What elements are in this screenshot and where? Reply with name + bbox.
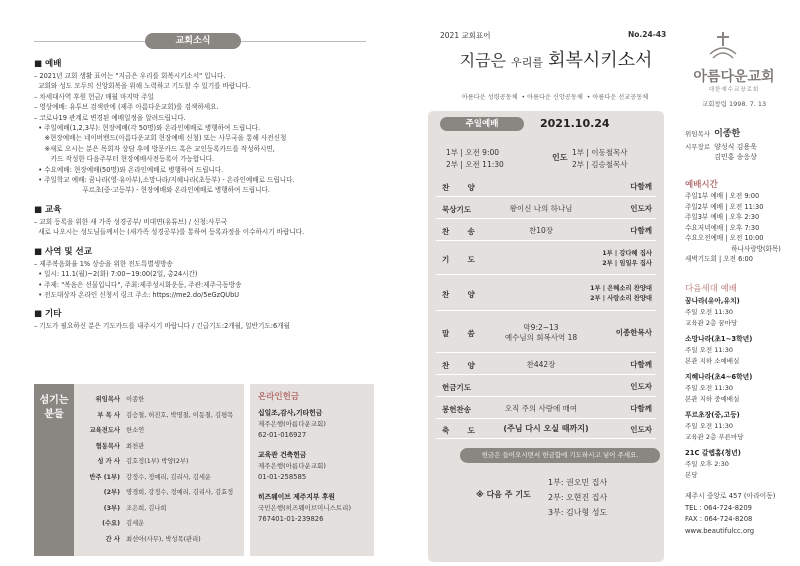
service-leads — [572, 147, 628, 171]
news-sections — [34, 57, 374, 332]
pastor-name: 이종한 — [714, 129, 741, 139]
worship-item: 주일1부 예배 | 오전 9:00 — [685, 192, 760, 200]
section-line: • 수요예배: 현장예배(50명)와 온라인예배로 병행하여 드립니다. — [34, 165, 224, 174]
section-line: • 주일예배(1,2,3부): 현장예배(각 50명)와 온라인예배로 병행하여 드립니다. — [34, 124, 261, 133]
servant-role: 간 사 — [105, 535, 120, 543]
contact — [685, 491, 775, 537]
worship-item: 수요저녁예배 | 오후 7:30 — [685, 223, 760, 232]
servant-role: 교육전도사 — [89, 427, 120, 434]
servants-list — [80, 392, 240, 547]
order-row — [436, 177, 656, 197]
order-leader: 다함께 — [630, 360, 652, 369]
section-title: ■ 예배 — [34, 59, 62, 69]
servant-role: 성 가 사 — [97, 458, 120, 465]
order-row — [436, 199, 656, 219]
servant-role: 위임목사 — [95, 396, 120, 403]
section-line: • 주일학교 예배: 꿈나라(영·유아부),소망나라/지혜나라(초등부) - 온라인예배로 드립니다. — [34, 176, 295, 185]
order-content: 오직 주의 사랑에 매여 — [504, 404, 578, 413]
next-gen-detail: 주일 오전 11:30 — [685, 384, 733, 392]
next-label: ※ 다음 주 기도 — [476, 490, 531, 499]
section-line: 카드 작성한 다음주부터 현장예배사전등록이 가능합니다. — [34, 155, 215, 164]
order-content: 막9:2~13 예수님의 회복사역 18 — [504, 323, 578, 342]
order-label: 묵상기도 — [442, 205, 471, 214]
online-item-title: 교육관 건축헌금 — [258, 451, 307, 459]
communities: 아름다운 성령공동체 • 아름다운 신앙공동체 • 아름다운 선교공동체 — [461, 94, 649, 101]
order-row — [436, 377, 656, 397]
servant-row — [80, 454, 240, 470]
order-row — [436, 355, 656, 375]
order-leader: 1부 | 은혜소리 찬양대 2부 | 사랑소리 찬양대 — [590, 285, 652, 302]
servant-names: 김승철, 허진호, 박명철, 이동철, 김평목 — [126, 411, 234, 419]
servant-row — [80, 408, 240, 424]
servant-names: 한소연 — [126, 427, 145, 434]
section-line: – 교회 등록을 위한 새 가족 성경공부/ 비대면(유튜브) / 신청:사무국 — [34, 217, 228, 226]
pastor-label: 위임목사 — [685, 130, 711, 138]
servant-names: 명경희, 강정수, 정예리, 김리사, 김효정 — [126, 489, 234, 496]
order-leader: 인도자 — [630, 204, 652, 213]
next-gen-detail: 주일 오전 11:30 — [685, 308, 733, 316]
next-gen-detail: 주일 오전 11:30 — [685, 346, 733, 354]
servants-heading-2: 분들 — [44, 409, 64, 420]
worship-item: 주일3부 예배 | 오후 2:30 — [685, 213, 760, 221]
next-3: 3부: 김나형 성도 — [548, 508, 608, 517]
online-title: 온라인헌금 — [258, 392, 300, 402]
next-gen-name: 꿈나라(유아,유치) — [685, 297, 740, 305]
servant-role: 협동목사 — [95, 442, 120, 450]
next-gen-gap — [685, 480, 795, 486]
servant-names: 김세운 — [126, 520, 145, 527]
address: 제주시 중앙로 457 (아라이동) — [685, 492, 776, 500]
service-times — [446, 147, 504, 171]
order-label: 찬 양 — [442, 361, 475, 370]
bulletin-panel — [428, 111, 664, 562]
section-line: 푸르초(중·고등부) - 현장예배와 온라인예배로 병행하여 드립니다. — [34, 186, 271, 195]
servant-row — [80, 423, 240, 439]
servant-row — [80, 501, 240, 517]
elders-1: 양성식 김용욱 — [714, 143, 757, 151]
worship-item: 수요오전예배 | 오전 10:00 — [685, 234, 764, 242]
servant-role: (수요) — [102, 520, 120, 527]
next-gen-name: 21C 갈렙홈(청년) — [685, 449, 741, 457]
lead-2: 2부 | 김승철목사 — [572, 160, 628, 169]
next-gen-name: 지혜나라(초4~6학년) — [685, 373, 753, 381]
order-row — [436, 399, 656, 419]
order-row — [436, 277, 656, 311]
online-list — [258, 408, 372, 534]
order-content: 찬10장 — [528, 226, 554, 235]
section-line: – 2021년 교회 생활 표어는 "지금은 우리를 회복시키소서" 입니다. — [34, 72, 226, 80]
founded: 교회창립 1998. 7. 13 — [701, 100, 767, 108]
lead-1: 1부 | 이동철목사 — [572, 148, 628, 157]
servant-role: 반주 (1부) — [89, 473, 120, 481]
issue-number: No.24-43 — [628, 30, 667, 39]
online-item-title: 십일조,감사,기타헌금 — [258, 409, 323, 417]
section-line: ※현장예배는 네이버밴드(아름다운교회 현장예배 신청) 또는 사무국을 통해 사전신청 — [34, 134, 287, 143]
online-item-number: 01-01-258585 — [258, 473, 307, 481]
section-line: • 일시: 11.1(월)~2(화) 7:00~19:00(2일, 총24시간) — [34, 270, 198, 279]
worship-list — [685, 191, 795, 265]
motto-b: 우리를 — [511, 56, 543, 69]
service-date: 2021.10.24 — [540, 117, 610, 130]
servant-row — [80, 485, 240, 501]
church-logo-sub: 대한예수교장로회 — [708, 87, 760, 93]
section-line: • 전도대상자 온라인 신청서 링크 주소: https://me2.do/5eGzQUbU — [34, 290, 240, 299]
section-line: – 코로나19 관계로 변경된 예배일정을 알려드립니다. — [34, 113, 186, 122]
lead-label: 인도 — [552, 153, 568, 162]
order-content: 왕이신 나의 하나님 — [509, 204, 573, 213]
servant-row — [80, 532, 240, 548]
offering-note: 헌금은 들어오시면서 헌금함에 기도하시고 넣어 주세요. — [460, 448, 660, 463]
order-label: 봉헌찬송 — [442, 405, 471, 414]
section-line: ※새로 오시는 분은 목회자 상담 후에 방문카드 혹은 교인등록카드를 작성하시면, — [34, 144, 275, 153]
servant-role: (2부) — [103, 489, 120, 496]
order-label: 찬 양 — [442, 290, 475, 299]
online-item-bank: 제주은행(아름다운교회) — [258, 462, 326, 470]
section-title: ■ 기타 — [34, 309, 62, 320]
service-label: 주일예배 — [440, 117, 524, 131]
fax: FAX : 064-724-8208 — [685, 515, 753, 523]
time-2: 2부 | 오전 11:30 — [446, 160, 504, 169]
church-logo: 아름다운교회 — [693, 69, 775, 85]
online-item-title: 히즈웨이브 제주지부 후원 — [258, 493, 335, 501]
servant-names: 강정수, 정예리, 김리사, 김세운 — [126, 473, 212, 481]
order-label: 기 도 — [442, 255, 475, 264]
next-gen-detail: 본당 — [685, 470, 698, 479]
order-label: 축 도 — [442, 426, 475, 435]
worship-title: 예배시간 — [685, 180, 718, 190]
section-line: 교회와 성도 모두의 신앙회복을 위해 노력하고 기도할 수 있기를 바랍니다. — [34, 82, 251, 91]
news-badge: 교회소식 — [145, 33, 241, 49]
online-item-bank: 제주은행(아름다운교회) — [258, 420, 326, 428]
section-title: ■ 교육 — [34, 204, 62, 215]
order-leader: 다함께 — [630, 404, 652, 413]
order-row — [436, 243, 656, 275]
order-label: 헌금기도 — [442, 383, 471, 392]
tel: TEL : 064-724-8209 — [685, 503, 752, 512]
servant-row — [80, 516, 240, 532]
next-gen-detail: 주일 오전 11:30 — [685, 422, 733, 430]
next-1: 1부: 권오민 집사 — [548, 478, 608, 487]
motto-c: 회복시키소서 — [548, 50, 653, 71]
motto — [440, 46, 672, 72]
servant-row — [80, 439, 240, 455]
order-label: 찬 송 — [442, 227, 475, 236]
online-panel — [250, 384, 374, 556]
worship-item: 새벽기도회 | 오전 6:00 — [685, 255, 753, 263]
elders-label: 시무장로 — [685, 143, 711, 151]
next-gen-name: 푸르초장(중,고등) — [685, 411, 740, 419]
servant-role: 부 목 사 — [97, 411, 120, 419]
section-line: • 주제: "복음은 선물입니다", 주최:제주성시화운동, 주관:제주극동방송 — [34, 280, 242, 289]
order-leader: 이종한목사 — [615, 328, 652, 337]
order-row — [436, 313, 656, 353]
servants-heading-1: 섬기는 — [39, 395, 69, 406]
news-divider-right — [241, 41, 366, 42]
church-logo-icon — [708, 32, 738, 64]
section-line: – 차세대사역 후원 헌금/ 매월 마지막 주일 — [34, 92, 155, 101]
order-leader: 인도자 — [630, 425, 652, 434]
next-gen-detail: 교육관 2층 꿈마당 — [685, 318, 738, 327]
section-line: 새로 나오시는 성도님들께서는 (새가족 성경공부)를 통하여 등록과정을 이수하시기 바랍니다. — [34, 228, 305, 237]
online-item-number: 767401-01-239826 — [258, 515, 324, 523]
next-gen-list — [685, 296, 795, 486]
next-gen-detail: 본관 지하 중예배실 — [685, 394, 740, 403]
elders-2: 김민홍 송응상 — [714, 153, 757, 161]
order-row — [436, 221, 656, 241]
next-gen-detail: 교육관 2층 푸른마당 — [685, 432, 744, 441]
servants-panel — [34, 384, 244, 556]
next-gen-detail: 주일 오후 2:30 — [685, 460, 729, 468]
next-gen-name: 소망나라(초1~3학년) — [685, 335, 753, 343]
servant-names: 최선아(사무), 박성목(관리) — [126, 535, 201, 543]
website: www.beautifulcc.org — [685, 526, 755, 535]
worship-item: 주일2부 예배 | 오전 11:30 — [685, 202, 764, 211]
servant-row — [80, 470, 240, 486]
order-leader: 인도자 — [630, 382, 652, 391]
servant-row — [80, 392, 240, 408]
order-leader: 다함께 — [630, 182, 652, 191]
motto-a: 지금은 — [459, 51, 506, 70]
servant-names: 김호정(1부) 박양(2부) — [126, 458, 189, 465]
servant-role: (3부) — [103, 504, 120, 512]
next-prayers — [548, 475, 607, 520]
section-line: – 기도가 필요하신 분은 기도카드를 내주시기 바랍니다 / 긴급기도:2개월, 일반기도:6개월 — [34, 322, 290, 331]
servant-names: 조은희, 김나희 — [126, 504, 167, 512]
next-2: 2부: 오현진 집사 — [548, 493, 608, 502]
worship-item: 하나사랑방(화목) — [685, 244, 781, 253]
online-item-number: 62-01-016927 — [258, 431, 307, 439]
order-leader: 다함께 — [630, 226, 652, 235]
servant-names: 이종한 — [126, 396, 145, 403]
online-item-bank: 국민은행(히즈웨이브미니스트리) — [258, 504, 351, 512]
closing-line: (주님 다시 오실 때까지) — [503, 424, 589, 433]
servant-names: 최천관 — [126, 442, 145, 450]
staff — [685, 126, 785, 162]
order-label: 말 씀 — [442, 329, 475, 338]
servants-heading — [34, 384, 74, 556]
motto-year: 2021 교회표어 — [440, 31, 491, 40]
next-gen-title: 다음세대 예배 — [685, 284, 737, 294]
section-line: – 제주복음화율 1% 상승을 위한 전도특별생방송 — [34, 259, 173, 268]
section-title: ■ 사역 및 선교 — [34, 246, 92, 257]
order-label: 찬 양 — [442, 183, 475, 192]
next-gen-detail: 본관 지하 소예배실 — [685, 356, 740, 365]
order-content: 찬442장 — [526, 360, 556, 369]
time-1: 1부 | 오전 9:00 — [446, 148, 500, 157]
order-leader: 1부 | 강다혜 집사 2부 | 임일우 집사 — [602, 250, 652, 267]
section-line: – 영상예배: 유투브 검색란에 (제주 아름다운교회)를 검색하세요. — [34, 103, 219, 112]
news-divider — [34, 41, 145, 42]
